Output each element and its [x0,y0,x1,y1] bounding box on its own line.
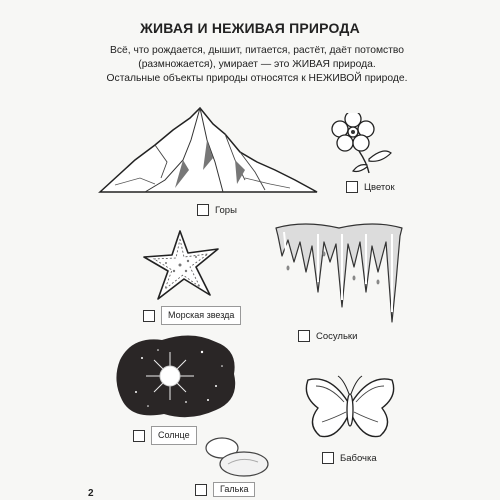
intro-line-1: Всё, что рождается, дышит, питается, растёт, даёт потомство [109,45,405,56]
label-pebbles: Галька [213,482,255,497]
checkbox-butterfly[interactable] [322,452,334,464]
intro-line-2: (размножается), умирает — это ЖИВАЯ природа. [138,59,376,70]
intro-line-3: Остальные объекты природы относятся к НЕЖИВОЙ природе. [106,73,408,84]
page-title: ЖИВАЯ И НЕЖИВАЯ ПРИРОДА [140,20,360,36]
flower-icon [325,113,405,178]
checkbox-icicles[interactable] [298,330,310,342]
checkbox-flower[interactable] [346,181,358,193]
label-starfish: Морская звезда [161,306,241,325]
butterfly-icon [300,372,400,447]
starfish-icon [138,227,228,307]
label-icicles: Сосульки [316,330,358,342]
option-butterfly [322,452,377,464]
option-starfish [143,306,241,325]
checkbox-sun[interactable] [133,430,145,442]
label-mountains: Горы [215,204,237,216]
icicles-icon [274,222,404,332]
label-butterfly: Бабочка [340,452,377,464]
option-mountains [197,204,237,216]
checkbox-pebbles[interactable] [195,484,207,496]
sun-icon [112,330,242,420]
pebbles-icon [198,434,278,479]
page-number: 2 [88,488,94,499]
checkbox-starfish[interactable] [143,310,155,322]
label-flower: Цветок [364,181,395,193]
intro-text [92,44,422,86]
option-icicles [298,330,357,342]
label-sun: Солнце [151,426,197,445]
option-flower [346,181,395,193]
mountains-icon [95,100,325,200]
option-sun [133,426,197,445]
checkbox-mountains[interactable] [197,204,209,216]
option-pebbles [195,482,255,497]
